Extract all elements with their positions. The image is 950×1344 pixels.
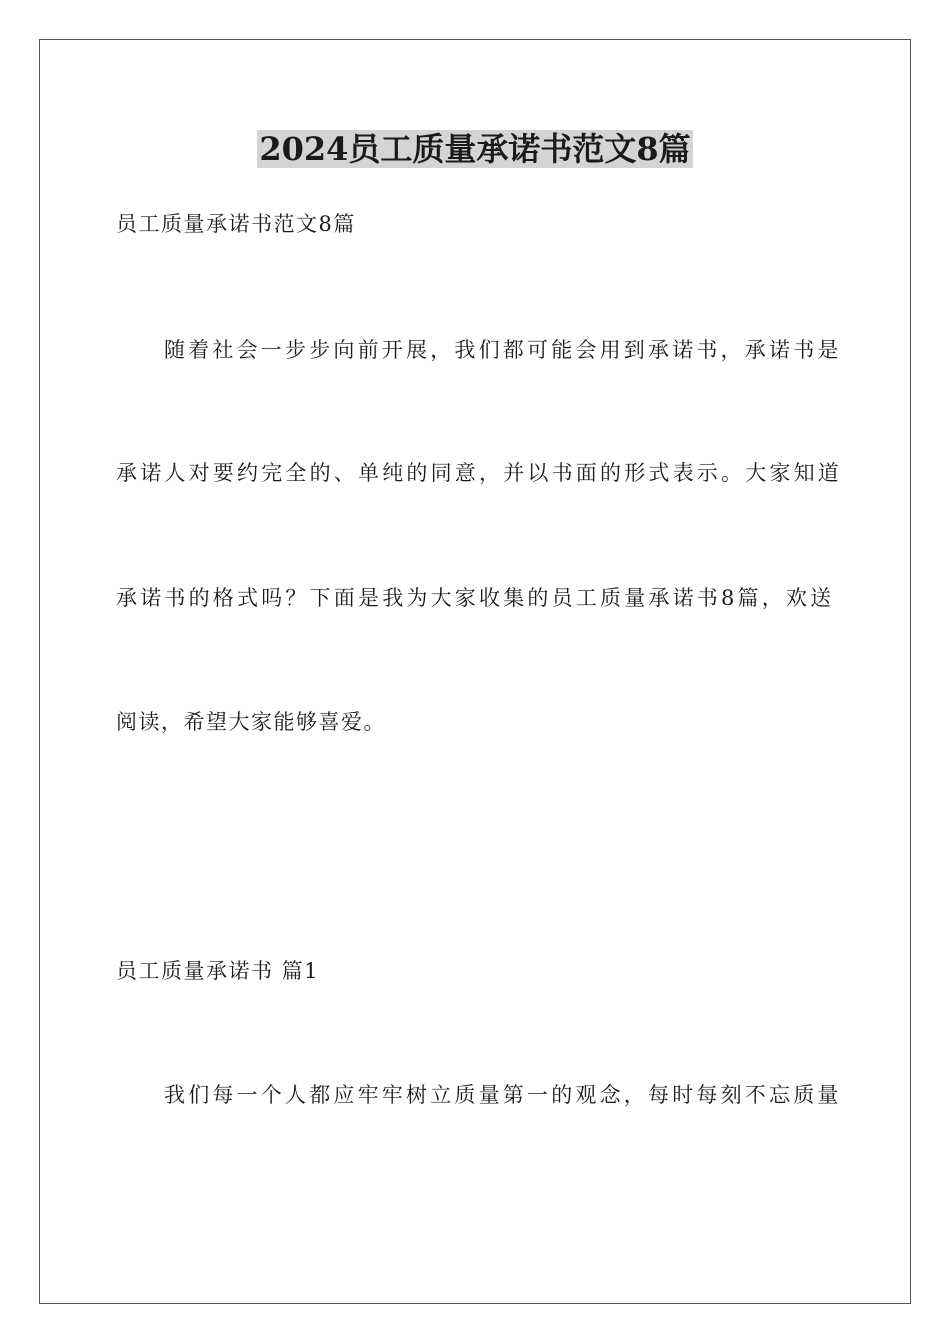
- document-subtitle: 员工质量承诺书范文8篇: [116, 212, 356, 236]
- section1-heading: 员工质量承诺书 篇1: [116, 959, 320, 983]
- intro-line-4: 阅读，希望大家能够喜爱。: [116, 710, 386, 734]
- intro-line-1: 随着社会一步步向前开展，我们都可能会用到承诺书，承诺书是: [164, 338, 842, 362]
- document-title-text: 2024员工质量承诺书范文8篇: [259, 130, 691, 168]
- intro-line-2: 承诺人对要约完全的、单纯的同意，并以书面的形式表示。大家知道: [116, 461, 842, 485]
- section1-line-1: 我们每一个人都应牢牢树立质量第一的观念，每时每刻不忘质量: [164, 1083, 842, 1107]
- intro-line-3: 承诺书的格式吗？下面是我为大家收集的员工质量承诺书8篇，欢送: [116, 586, 835, 610]
- document-title: [0, 128, 950, 170]
